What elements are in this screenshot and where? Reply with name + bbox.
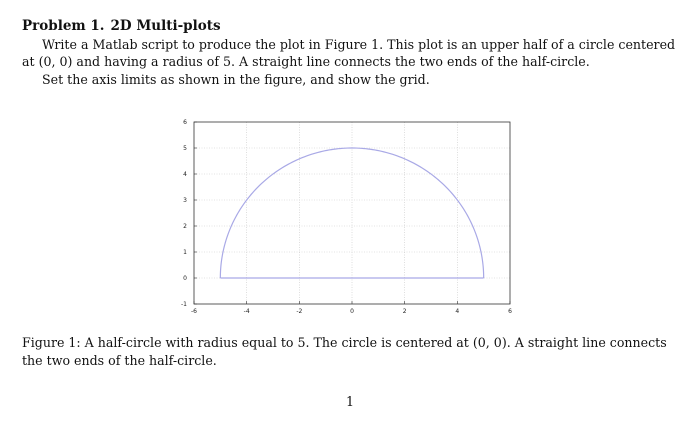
page-number: 1	[345, 394, 354, 409]
x-tick-label-5: 4	[455, 308, 460, 315]
x-tick-label-6: 6	[508, 308, 512, 315]
problem-heading	[22, 18, 682, 36]
problem-section	[22, 18, 682, 88]
y-tick-label-3: 2	[183, 223, 187, 230]
problem-number: Problem 1.	[22, 18, 105, 34]
half-circle-plot	[172, 112, 512, 322]
y-tick-label-4: 3	[183, 197, 187, 204]
y-tick-label-6: 5	[183, 145, 187, 152]
y-tick-label-7: 6	[183, 119, 187, 126]
x-tick-label-2: -2	[296, 308, 303, 315]
figure-1	[172, 112, 512, 322]
x-tick-label-0: -6	[191, 308, 197, 315]
x-tick-label-4: 2	[402, 308, 407, 315]
y-tick-label-1: 0	[183, 275, 187, 282]
y-tick-label-0: -1	[181, 301, 187, 308]
y-tick-label-2: 1	[183, 249, 187, 256]
x-tick-label-1: -4	[243, 308, 250, 315]
y-tick-label-5: 4	[183, 171, 187, 178]
x-tick-label-3: 0	[350, 308, 354, 315]
problem-title: 2D Multi-plots	[110, 18, 221, 34]
figure-caption: Figure 1: A half-circle with radius equal to 5. The circle is centered at (0, 0). A straight line connects the two ends of the half-circle.	[22, 335, 667, 368]
problem-paragraph-1: Write a Matlab script to produce the plot in Figure 1. This plot is an upper half of a circle centered at (0, 0) and having a radius of 5. A straight line connects the two ends of the half-circle.	[22, 36, 676, 69]
problem-paragraph-2: Set the axis limits as shown in the figure, and show the grid.	[42, 71, 430, 87]
